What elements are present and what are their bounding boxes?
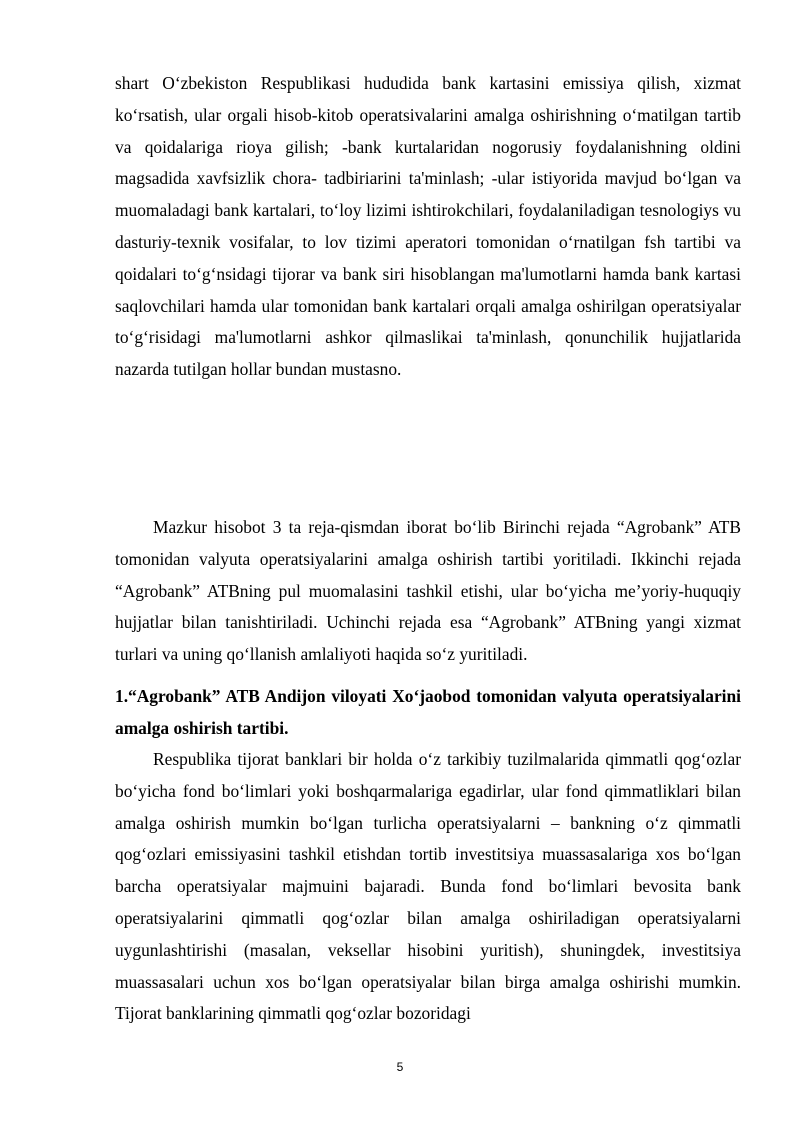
section-heading: 1.“Agrobank” ATB Andijon viloyati Xo‘jaobod tomonidan valyuta operatsiyalarini amalga oshirish tartibi.: [115, 686, 741, 738]
body-paragraph: Mazkur hisobot 3 ta reja-qismdan iborat bo‘lib Birinchi rejada “Agrobank” ATB tomonidan valyuta operatsiyalarini amalga oshirish tartibi yoritiladi. Ikkinchi rejada “Agrobank” ATBning pul muomalasini tashkil etishi, ular bo‘yicha me’yoriy-huquqiy hujjatlar bilan tanishtiriladi. Uchinchi rejada esa “Agrobank” ATBning yangi xizmat turlari va uning qo‘llanish amlaliyoti haqida so‘z yuritiladi.: [115, 517, 741, 665]
body-paragraph: shart O‘zbekiston Respublikasi hududida bank kartasini emissiya qilish, xizmat ko‘rsatish, ular orgali hisob-kitob operatsivalarini amalga oshirishning o‘matilgan tartib va qoidalariga rioya gilish; -bank kurtalaridan nogorusiy foydalanishning oldini magsadida xavfsizlik chora- tadbiriarini ta'minlash; -ular istiyorida mavjud bo‘lgan va muomaladagi bank kartalari, to‘loy lizimi ishtirokchilari, foydalaniladigan tesnologiys vu dasturiy-texnik vosifalar, to lov tizimi aperatori tomonidan o‘rnatilgan fsh tartibi va qoidalari to‘g‘nsidagi tijorar va bank siri hisoblangan ma'lumotlarni hamda bank kartasi saqlovchilari hamda ular tomonidan bank kartalari orqali amalga oshirilgan operatsiyalar to‘g‘risidagi ma'lumotlarni ashkor qilmaslikai ta'minlash, qonunchilik hujjatlarida nazarda tutilgan hollar bundan mustasno.: [115, 73, 741, 380]
body-paragraph: Respublika tijorat banklari bir holda o‘z tarkibiy tuzilmalarida qimmatli qog‘ozlar bo‘yicha fond bo‘limlari yoki boshqarmalariga egadirlar, ular fond qimmatliklari bilan amalga oshirish mumkin bo‘lgan turlicha operatsiyalarni – bankning o‘z qimmatli qog‘ozlari emissiyasini tashkil etishdan tortib investitsiya muassasalariga xos bo‘lgan barcha operatsiyalar majmuini bajaradi. Bunda fond bo‘limlari bevosita bank operatsiyalarini qimmatli qog‘ozlar bilan amalga oshiriladigan operatsiyalarni uygunlashtirishi (masalan, veksellar hisobini yuritish), shuningdek, investitsiya muassasalari uchun xos bo‘lgan operatsiyalar bilan birga amalga oshirishi mumkin. Tijorat banklarining qimmatli qog‘ozlar bozoridagi: [115, 749, 741, 1024]
page-number: 5: [396, 1060, 404, 1074]
